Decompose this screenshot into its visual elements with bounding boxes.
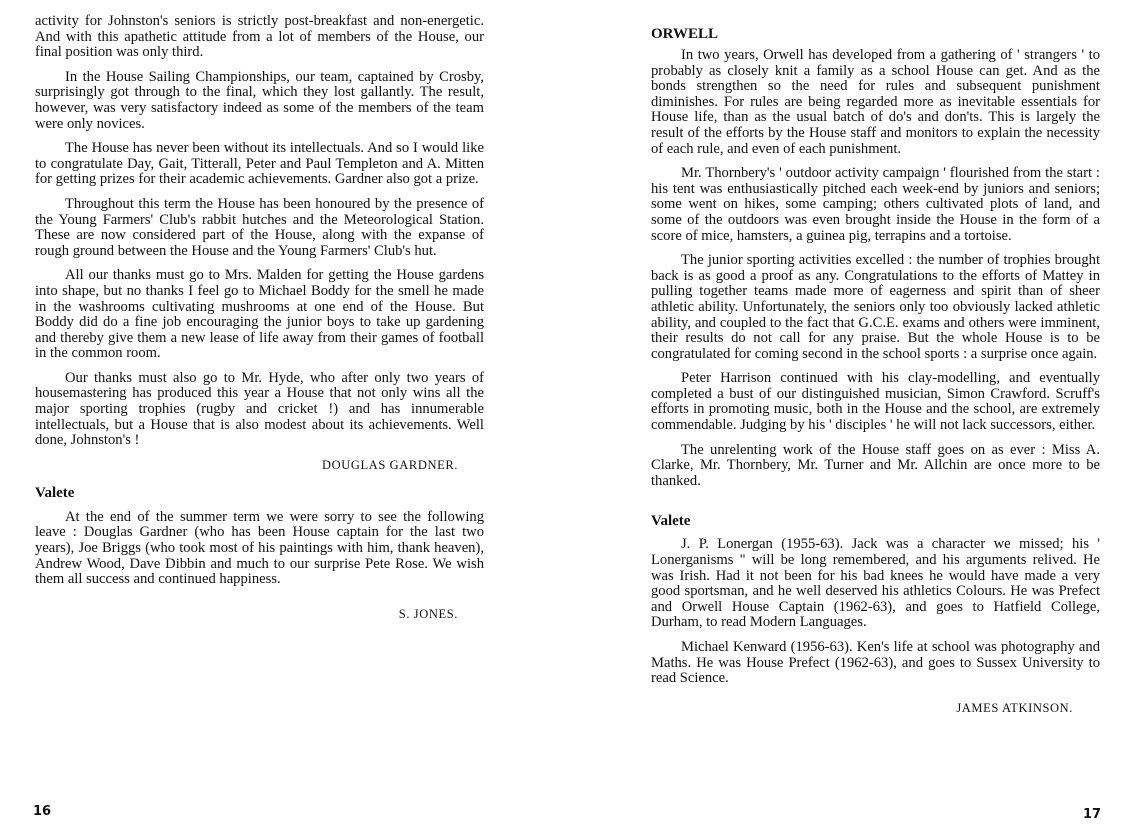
section-heading-orwell: ORWELL [651,26,718,42]
body-paragraph: All our thanks must go to Mrs. Malden for getting the House gardens into shape, but no thanks I feel go to Michael Boddy for the smell he made in the washrooms cultivating mushrooms at one end of the House. But Boddy did do a fine job encouraging the junior boys to take up gardening and thereby give them a new lease of life away from their games of football in the common room. [35,267,484,362]
left-page [35,0,484,622]
body-paragraph: In the House Sailing Championships, our team, captained by Crosby, surprisingly got through to the final, which they lost gallantly. The result, however, was very satisfactory indeed as some of the members of the team were only novices. [35,68,484,132]
valete-paragraph: At the end of the summer term we were sorry to see the following leave : Douglas Gardner (who has been House captain for the last two years), Joe Briggs (who took most of his paintings with him, thank heaven), Andrew Wood, Dave Dibbin and much to our surprise Pete Rose. We wish them all success and continued happiness. [35,508,484,588]
body-paragraph: The junior sporting activities excelled : the number of trophies brought back is as good a proof as any. Congratulations to the efforts of Mattey in pulling together teams made more of eagerness and spirit than of sheer athletic ability. Unfortunately, the seniors only too obviously lacked athletic ability, and coupled to the fact that G.C.E. exams and others were imminent, their results do not call for any praise. But the whole House is to be congratulated for coming second in the school sports : a surprise once again. [651,252,1100,362]
section-heading-valete: Valete [651,513,691,530]
author-signature: DOUGLAS GARDNER. [322,457,458,472]
author-signature: S. JONES. [398,606,458,621]
author-signature: JAMES ATKINSON. [956,700,1073,715]
body-paragraph: The House has never been without its intellectuals. And so I would like to congratulate Day, Gait, Titterall, Peter and Paul Templeton and A. Mitten for getting prizes for their academic achievements. Gardner also got a prize. [35,140,484,188]
body-paragraph: Our thanks must also go to Mr. Hyde, who after only two years of housemastering has produced this year a House that not only wins all the major sporting trophies (rugby and cricket !) and has innumerable intellectuals, but a House that is also modest about its achievements. Well done, Johnston's ! [35,369,484,449]
body-paragraph: activity for Johnston's seniors is strictly post-breakfast and non-energetic. And with this apathetic attitude from a lot of members of the House, our final position was only third. [35,13,484,61]
valete-paragraph: Michael Kenward (1956-63). Ken's life at school was photography and Maths. He was House Prefect (1962-63), and goes to Sussex University to read Science. [651,639,1100,687]
page-number: 16 [33,804,52,819]
body-paragraph: Peter Harrison continued with his clay-modelling, and eventually completed a bust of our distinguished musician, Simon Crawford. Scruff's efforts in promoting music, both in the House and the school, are extremely commendable. Judging by his ' disciples ' he will not lack successors, either. [651,370,1100,434]
body-paragraph: The unrelenting work of the House staff goes on as ever : Miss A. Clarke, Mr. Thornbery, Mr. Turner and Mr. Allchin are once more to be thanked. [651,441,1100,489]
page-number: 17 [1083,807,1102,822]
valete-paragraph: J. P. Lonergan (1955-63). Jack was a character we missed; his ' Lonerganisms " will be long remembered, and his arguments relived. He was Irish. Had it not been for his bad knees he would have made a very good sportsman, and he well deserved his athletics Colours. He was Prefect and Orwell House Captain (1962-63), and goes to Hatfield College, Durham, to read Modern Languages. [651,536,1100,631]
right-page [651,0,1100,716]
body-paragraph: Throughout this term the House has been honoured by the presence of the Young Farmers' Club's rabbit hutches and the Meteorological Station. These are now considered part of the House, along with the expanse of rough ground between the House and the Young Farmers' Club's hut. [35,195,484,259]
body-paragraph: In two years, Orwell has developed from a gathering of ' strangers ' to probably as closely knit a family as a school House can get. And as the bonds strengthen so the need for rules and subsequent punishment diminishes. For rules are being regarded more as inevitable essentials for House life, than as the usual batch of do's and don'ts. This is largely the result of the efforts by the House staff and monitors to explain the necessity of each rule, and even of each punishment. [651,47,1100,157]
section-heading-valete: Valete [35,484,75,501]
body-paragraph: Mr. Thornbery's ' outdoor activity campaign ' flourished from the start : his tent was enthusiastically pitched each week-end by juniors and seniors; some went on hikes, some camping; others cultivated plots of land, and some of the outdoors was even brought inside the House in the form of a score of mice, hamsters, a guinea pig, terrapins and a tortoise. [651,165,1100,244]
